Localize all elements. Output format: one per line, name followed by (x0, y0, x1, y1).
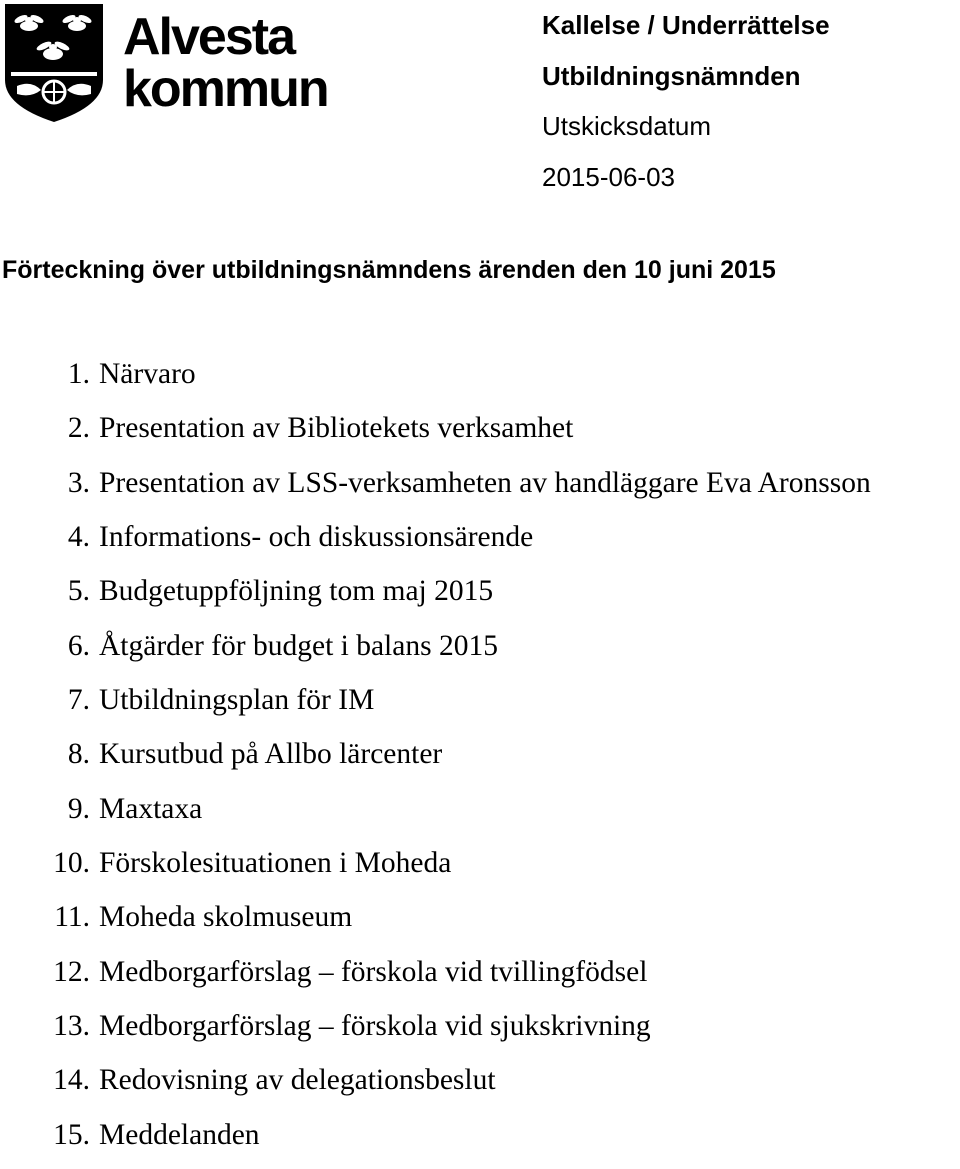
item-text: Informations- och diskussionsärende (99, 521, 534, 554)
agenda-item (0, 789, 960, 843)
item-number: 5. (67, 575, 90, 608)
item-text: Moheda skolmuseum (99, 901, 353, 934)
send-date-label: Utskicksdatum (542, 111, 712, 141)
coat-of-arms-icon (3, 2, 107, 124)
agenda-item (0, 1006, 960, 1060)
item-number: 10. (53, 847, 90, 880)
agenda-item (0, 680, 960, 734)
item-text: Medborgarförslag – förskola vid tvillingfödsel (99, 955, 648, 988)
item-number: 2. (67, 412, 90, 445)
item-number: 11. (54, 901, 90, 934)
agenda-item (0, 734, 960, 788)
page-title: Förteckning över utbildningsnämndens ärenden den 10 juni 2015 (2, 256, 776, 284)
item-text: Utbildningsplan för IM (99, 684, 375, 717)
agenda-item (0, 408, 960, 462)
item-text: Presentation av Bibliotekets verksamhet (99, 412, 574, 445)
item-number: 1. (67, 358, 90, 390)
logo-wordmark (121, 6, 331, 116)
item-text: Medborgarförslag – förskola vid sjukskrivning (99, 1010, 651, 1043)
send-date-value: 2015-06-03 (542, 161, 675, 192)
agenda-item (0, 1060, 960, 1114)
item-text: Budgetuppföljning tom maj 2015 (99, 575, 494, 608)
logo-line2: kommun (123, 60, 328, 116)
logo-line1: Alvesta (123, 8, 294, 66)
agenda-item (0, 626, 960, 680)
agenda-item (0, 354, 960, 408)
item-number: 15. (53, 1118, 90, 1151)
item-number: 9. (67, 792, 90, 825)
agenda-item (0, 1115, 960, 1169)
item-text: Förskolesituationen i Moheda (99, 847, 452, 880)
item-text: Redovisning av delegationsbeslut (99, 1064, 496, 1097)
municipality-logo (3, 2, 333, 124)
agenda-item (0, 952, 960, 1006)
item-number: 6. (67, 629, 90, 662)
committee-name: Utbildningsnämnden (542, 60, 801, 91)
item-text: Närvaro (99, 358, 196, 390)
document-type: Kallelse / Underrättelse (542, 10, 830, 40)
item-number: 13. (53, 1010, 90, 1043)
item-text: Meddelanden (99, 1118, 260, 1151)
item-text: Kursutbud på Allbo lärcenter (99, 738, 443, 771)
agenda-item (0, 517, 960, 571)
agenda-item (0, 897, 960, 951)
item-number: 12. (53, 955, 90, 988)
item-number: 14. (53, 1064, 90, 1097)
item-number: 3. (67, 466, 90, 499)
item-number: 8. (67, 738, 90, 771)
item-text: Presentation av LSS-verksamheten av handläggare Eva Aronsson (99, 466, 871, 499)
item-number: 7. (67, 684, 90, 717)
agenda-list (0, 354, 960, 1169)
header-block (542, 0, 952, 202)
item-text: Maxtaxa (99, 792, 203, 825)
item-number: 4. (67, 521, 90, 554)
agenda-item (0, 571, 960, 625)
item-text: Åtgärder för budget i balans 2015 (99, 629, 498, 662)
agenda-item (0, 463, 960, 517)
agenda-item (0, 843, 960, 897)
